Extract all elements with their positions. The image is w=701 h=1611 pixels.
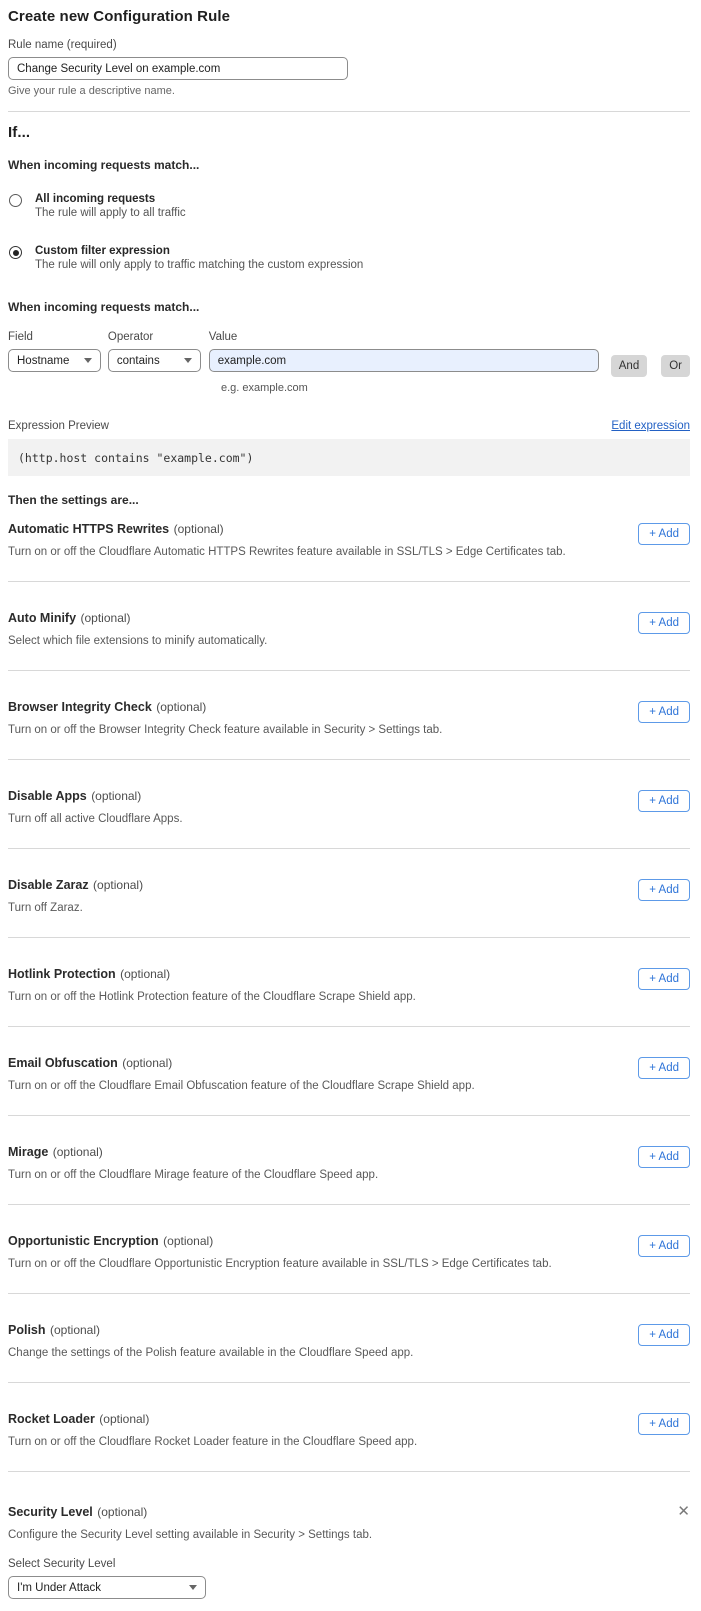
security-level-description: Configure the Security Level setting available in Security > Settings tab. bbox=[8, 1529, 373, 1541]
setting-title: Mirage bbox=[8, 1145, 49, 1159]
setting-title: Disable Zaraz bbox=[8, 878, 89, 892]
custom-filter-description: The rule will only apply to traffic matching the custom expression bbox=[35, 259, 364, 271]
security-level-section bbox=[8, 1472, 690, 1599]
rule-name-help: Give your rule a descriptive name. bbox=[8, 85, 175, 97]
security-level-optional: (optional) bbox=[97, 1505, 148, 1519]
setting-row bbox=[8, 1205, 690, 1294]
setting-title: Email Obfuscation bbox=[8, 1056, 118, 1070]
setting-row bbox=[8, 507, 690, 582]
setting-description: Turn off all active Cloudflare Apps. bbox=[8, 813, 183, 825]
security-level-select-label: Select Security Level bbox=[8, 1558, 116, 1570]
setting-title: Rocket Loader bbox=[8, 1412, 95, 1426]
operator-select-value: contains bbox=[116, 354, 160, 367]
setting-optional: (optional) bbox=[80, 611, 131, 625]
field-label: Field bbox=[8, 331, 33, 343]
setting-title: Automatic HTTPS Rewrites bbox=[8, 522, 170, 536]
setting-row bbox=[8, 1116, 690, 1205]
custom-filter-radio[interactable] bbox=[9, 246, 22, 259]
setting-description: Turn on or off the Cloudflare Email Obfuscation feature of the Cloudflare Scrape Shield app. bbox=[8, 1080, 475, 1092]
setting-optional: (optional) bbox=[49, 1323, 100, 1337]
value-hint: e.g. example.com bbox=[221, 382, 308, 394]
setting-description: Turn on or off the Cloudflare Automatic HTTPS Rewrites feature available in SSL/TLS > Edge Certificates tab. bbox=[8, 546, 566, 558]
field-select-value: Hostname bbox=[17, 354, 70, 367]
setting-row bbox=[8, 582, 690, 671]
filter-heading: When incoming requests match... bbox=[8, 300, 200, 314]
or-button[interactable]: Or bbox=[661, 355, 690, 377]
add-button[interactable]: + Add bbox=[638, 1235, 690, 1257]
expression-preview-label: Expression Preview bbox=[8, 420, 109, 432]
setting-row bbox=[8, 1383, 690, 1472]
expression-preview-code: (http.host contains "example.com") bbox=[8, 439, 690, 476]
radio-row-all-incoming bbox=[8, 193, 690, 219]
rule-name-input[interactable] bbox=[8, 57, 348, 80]
setting-description: Change the settings of the Polish feature available in the Cloudflare Speed app. bbox=[8, 1347, 414, 1359]
setting-title: Auto Minify bbox=[8, 611, 77, 625]
security-level-title: Security Level bbox=[8, 1505, 93, 1519]
setting-row bbox=[8, 760, 690, 849]
setting-optional: (optional) bbox=[120, 967, 171, 981]
custom-filter-label: Custom filter expression bbox=[35, 245, 170, 257]
security-level-select[interactable] bbox=[8, 1576, 206, 1599]
setting-optional: (optional) bbox=[99, 1412, 150, 1426]
radio-row-custom-filter bbox=[8, 245, 690, 271]
setting-row bbox=[8, 1294, 690, 1383]
add-button[interactable]: + Add bbox=[638, 1057, 690, 1079]
value-label: Value bbox=[208, 331, 238, 343]
setting-description: Select which file extensions to minify automatically. bbox=[8, 635, 268, 647]
setting-description: Turn on or off the Hotlink Protection feature of the Cloudflare Scrape Shield app. bbox=[8, 991, 416, 1003]
settings-list bbox=[8, 507, 690, 1472]
chevron-down-icon bbox=[189, 1585, 197, 1590]
all-incoming-radio[interactable] bbox=[9, 194, 22, 207]
setting-title: Polish bbox=[8, 1323, 46, 1337]
add-button[interactable]: + Add bbox=[638, 879, 690, 901]
add-button[interactable]: + Add bbox=[638, 968, 690, 990]
all-incoming-label: All incoming requests bbox=[35, 193, 156, 205]
setting-title: Browser Integrity Check bbox=[8, 700, 152, 714]
add-button[interactable]: + Add bbox=[638, 701, 690, 723]
setting-description: Turn on or off the Cloudflare Opportunistic Encryption feature available in SSL/TLS > Edge Certificates tab. bbox=[8, 1258, 552, 1270]
rule-name-label: Rule name (required) bbox=[8, 39, 117, 51]
filter-builder bbox=[8, 331, 690, 377]
setting-row bbox=[8, 1027, 690, 1116]
then-settings-heading: Then the settings are... bbox=[8, 493, 139, 507]
edit-expression-link[interactable]: Edit expression bbox=[611, 420, 690, 432]
section-divider bbox=[8, 111, 690, 112]
setting-row bbox=[8, 938, 690, 1027]
setting-row bbox=[8, 671, 690, 760]
and-button[interactable]: And bbox=[611, 355, 647, 377]
match-type-heading: When incoming requests match... bbox=[8, 158, 200, 172]
field-select[interactable] bbox=[8, 349, 101, 372]
add-button[interactable]: + Add bbox=[638, 612, 690, 634]
add-button[interactable]: + Add bbox=[638, 523, 690, 545]
setting-row bbox=[8, 849, 690, 938]
setting-optional: (optional) bbox=[52, 1145, 103, 1159]
add-button[interactable]: + Add bbox=[638, 1324, 690, 1346]
setting-optional: (optional) bbox=[163, 1234, 214, 1248]
setting-description: Turn on or off the Browser Integrity Check feature available in Security > Settings tab. bbox=[8, 724, 443, 736]
setting-optional: (optional) bbox=[122, 1056, 173, 1070]
if-heading: If... bbox=[8, 124, 31, 141]
setting-description: Turn on or off the Cloudflare Rocket Loader feature in the Cloudflare Speed app. bbox=[8, 1436, 418, 1448]
setting-optional: (optional) bbox=[156, 700, 207, 714]
setting-description: Turn on or off the Cloudflare Mirage feature of the Cloudflare Speed app. bbox=[8, 1169, 379, 1181]
operator-select[interactable] bbox=[108, 349, 201, 372]
setting-description: Turn off Zaraz. bbox=[8, 902, 83, 914]
close-icon[interactable]: ✕ bbox=[677, 1503, 690, 1520]
setting-optional: (optional) bbox=[93, 878, 144, 892]
chevron-down-icon bbox=[84, 358, 92, 363]
setting-optional: (optional) bbox=[91, 789, 142, 803]
add-button[interactable]: + Add bbox=[638, 790, 690, 812]
setting-title: Disable Apps bbox=[8, 789, 87, 803]
operator-label: Operator bbox=[107, 331, 154, 343]
add-button[interactable]: + Add bbox=[638, 1413, 690, 1435]
add-button[interactable]: + Add bbox=[638, 1146, 690, 1168]
page-title: Create new Configuration Rule bbox=[8, 8, 231, 25]
security-level-select-value: I'm Under Attack bbox=[17, 1581, 102, 1594]
setting-title: Hotlink Protection bbox=[8, 967, 116, 981]
value-input[interactable] bbox=[209, 349, 599, 372]
chevron-down-icon bbox=[184, 358, 192, 363]
setting-optional: (optional) bbox=[173, 522, 224, 536]
all-incoming-description: The rule will apply to all traffic bbox=[35, 207, 186, 219]
setting-title: Opportunistic Encryption bbox=[8, 1234, 159, 1248]
